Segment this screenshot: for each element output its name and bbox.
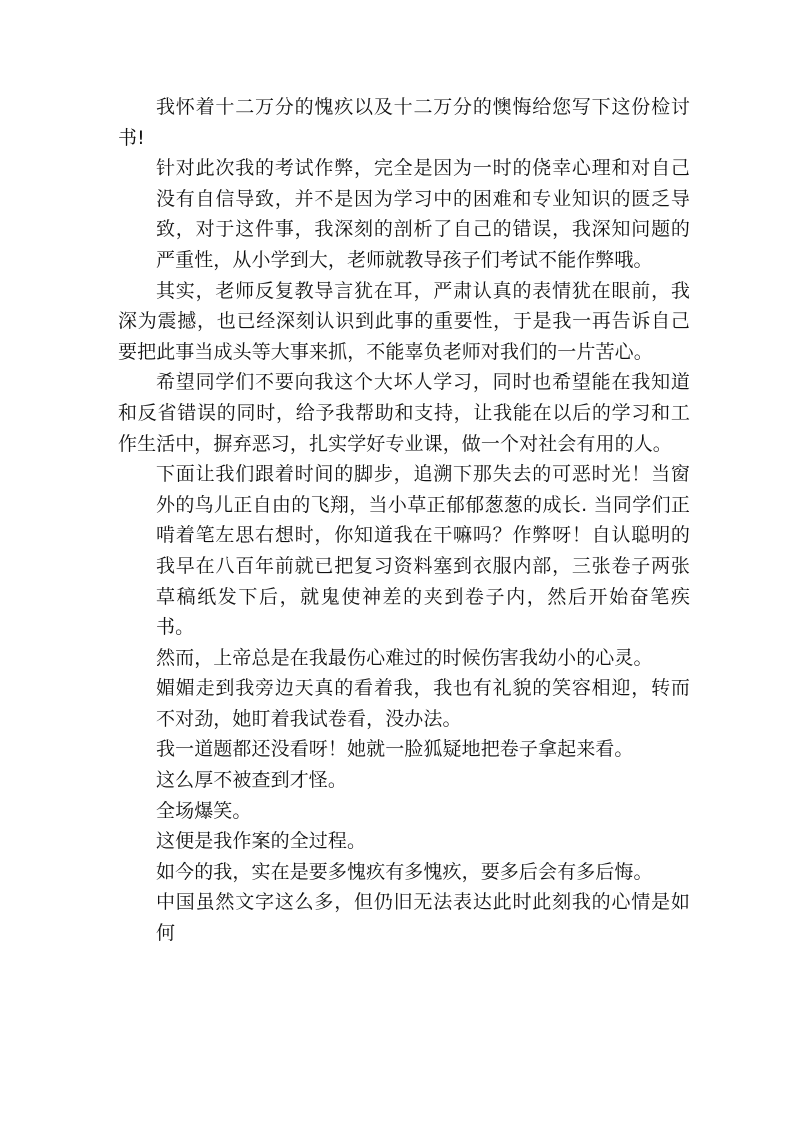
paragraph-reason: 针对此次我的考试作弊，完全是因为一时的侥幸心理和对自己没有自信导致，并不是因为学习中的困难和专业知识的匮乏导致，对于这件事，我深刻的剖析了自己的错误，我深知问题的严重性，从小学到大，老师就教导孩子们考试不能作弊哦。 (156, 157, 690, 271)
paragraph-regret: 如今的我，实在是要多愧疚有多愧疚，要多后会有多后悔。 (156, 860, 653, 883)
paragraph-not-looked: 我一道题都还没看呀！她就一脸狐疑地把卷子拿起来看。 (156, 738, 634, 761)
paragraph-process: 这便是我作案的全过程。 (156, 830, 367, 853)
paragraph-thick: 这么厚不被查到才怪。 (156, 769, 348, 792)
paragraph-however: 然而，上帝总是在我最伤心难过的时候伤害我幼小的心灵。 (156, 646, 653, 669)
paragraph-laughter: 全场爆笑。 (156, 799, 252, 822)
paragraph-hope: 希望同学们不要向我这个大坏人学习，同时也希望能在我知道和反省错误的同时，给予我帮助和支持，让我能在以后的学习和工作生活中，摒弃恶习，扎实学好专业课，做一个对社会有用的人。 (118, 371, 690, 455)
paragraph-opening: 我怀着十二万分的愧疚以及十二万分的懊悔给您写下这份检讨书! (118, 96, 690, 149)
paragraph-meimei: 媚媚走到我旁边天真的看着我，我也有礼貌的笑容相迎，转而不对劲，她盯着我试卷看，没办法。 (156, 677, 690, 730)
document-body (118, 92, 690, 949)
paragraph-story: 下面让我们跟着时间的脚步，追溯下那失去的可恶时光！当窗外的鸟儿正自由的飞翔，当小草正郁郁葱葱的成长. 当同学们正啃着笔左思右想时，你知道我在干嘛吗？作弊呀！自认聪明的我早在八百年前就已把复习资料塞到衣服内部，三张卷子两张草稿纸发下后，就鬼使神差的夹到卷子内，然后开始奋笔疾书。 (156, 463, 690, 639)
paragraph-final-line: 中国虽然文字这么多，但仍旧无法表达此时此刻我的心情是如何 (156, 891, 690, 945)
paragraph-teacher-guidance: 其实，老师反复教导言犹在耳，严肃认真的表情犹在眼前，我深为震撼，也已经深刻认识到此事的重要性，于是我一再告诉自己要把此事当成头等大事来抓，不能辜负老师对我们的一片苦心。 (118, 279, 690, 363)
